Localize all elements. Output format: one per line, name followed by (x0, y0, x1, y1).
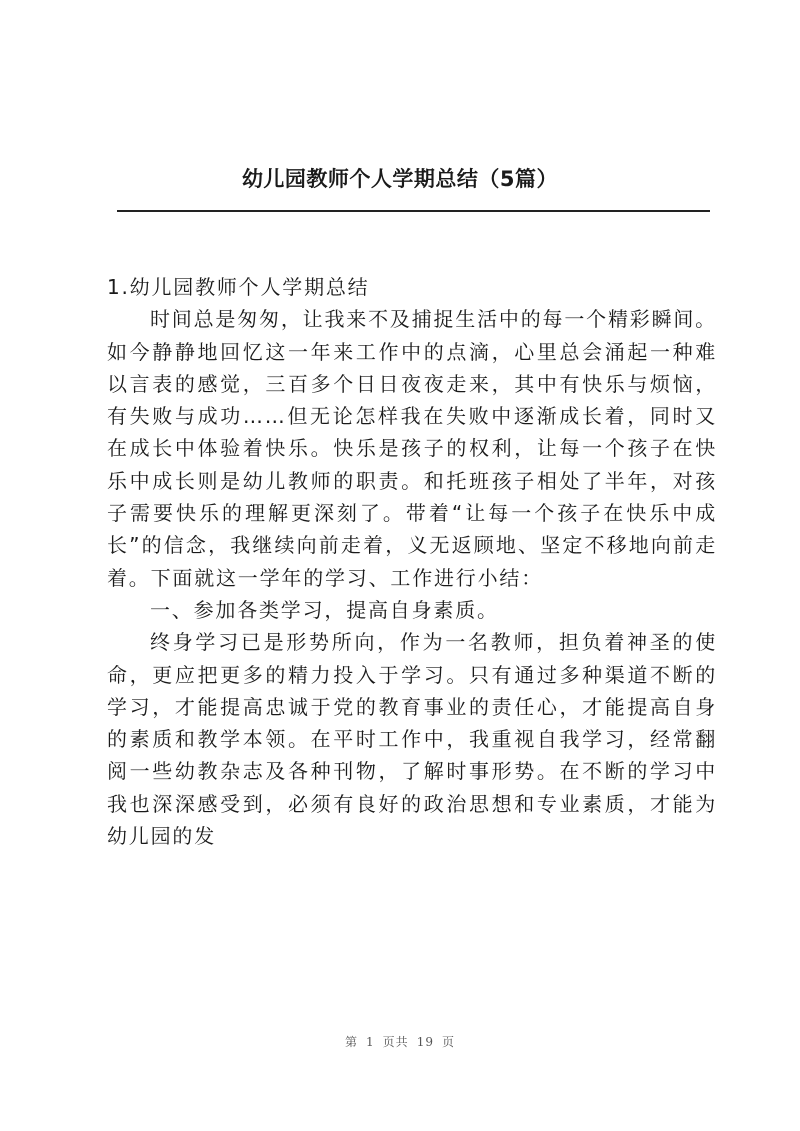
footer-page-label: 第 (345, 1035, 359, 1049)
title-underline (117, 210, 710, 212)
footer-total-pages: 19 (416, 1035, 434, 1049)
document-body (107, 271, 717, 852)
footer-page-number: 1 (366, 1035, 375, 1049)
document-title: 幼儿园教师个人学期总结（5篇） (241, 167, 559, 191)
footer-total-unit: 页 (441, 1035, 455, 1049)
paragraph-intro: 时间总是匆匆，让我来不及捕捉生活中的每一个精彩瞬间。如今静静地回忆这一年来工作中的点滴，心里总会涌起一种难以言表的感觉，三百多个日日夜夜走来，其中有快乐与烦恼，有失败与成功……但无论怎样我在失败中逐渐成长着，同时又在成长中体验着快乐。快乐是孩子的权利，让每一个孩子在快乐中成长则是幼儿教师的职责。和托班孩子相处了半年，对孩子需要快乐的理解更深刻了。带着“让每一个孩子在快乐中成长”的信念，我继续向前走着，义无返顾地、坚定不移地向前走着。下面就这一学年的学习、工作进行小结： (107, 307, 717, 590)
footer-page-unit: 页共 (382, 1035, 409, 1049)
paragraph-learning: 终身学习已是形势所向，作为一名教师，担负着神圣的使命，更应把更多的精力投入于学习。只有通过多种渠道不断的学习，才能提高忠诚于党的教育事业的责任心，才能提高自身的素质和教学本领。在平时工作中，我重视自我学习，经常翻阅一些幼教杂志及各种刊物，了解时事形势。在不断的学习中我也深深感受到，必须有良好的政治思想和专业素质，才能为幼儿园的发 (107, 630, 717, 849)
page-footer (0, 1033, 800, 1050)
section-heading: 1.幼儿园教师个人学期总结 (107, 275, 370, 299)
paragraph-subheading: 一、参加各类学习，提高自身素质。 (150, 597, 499, 622)
